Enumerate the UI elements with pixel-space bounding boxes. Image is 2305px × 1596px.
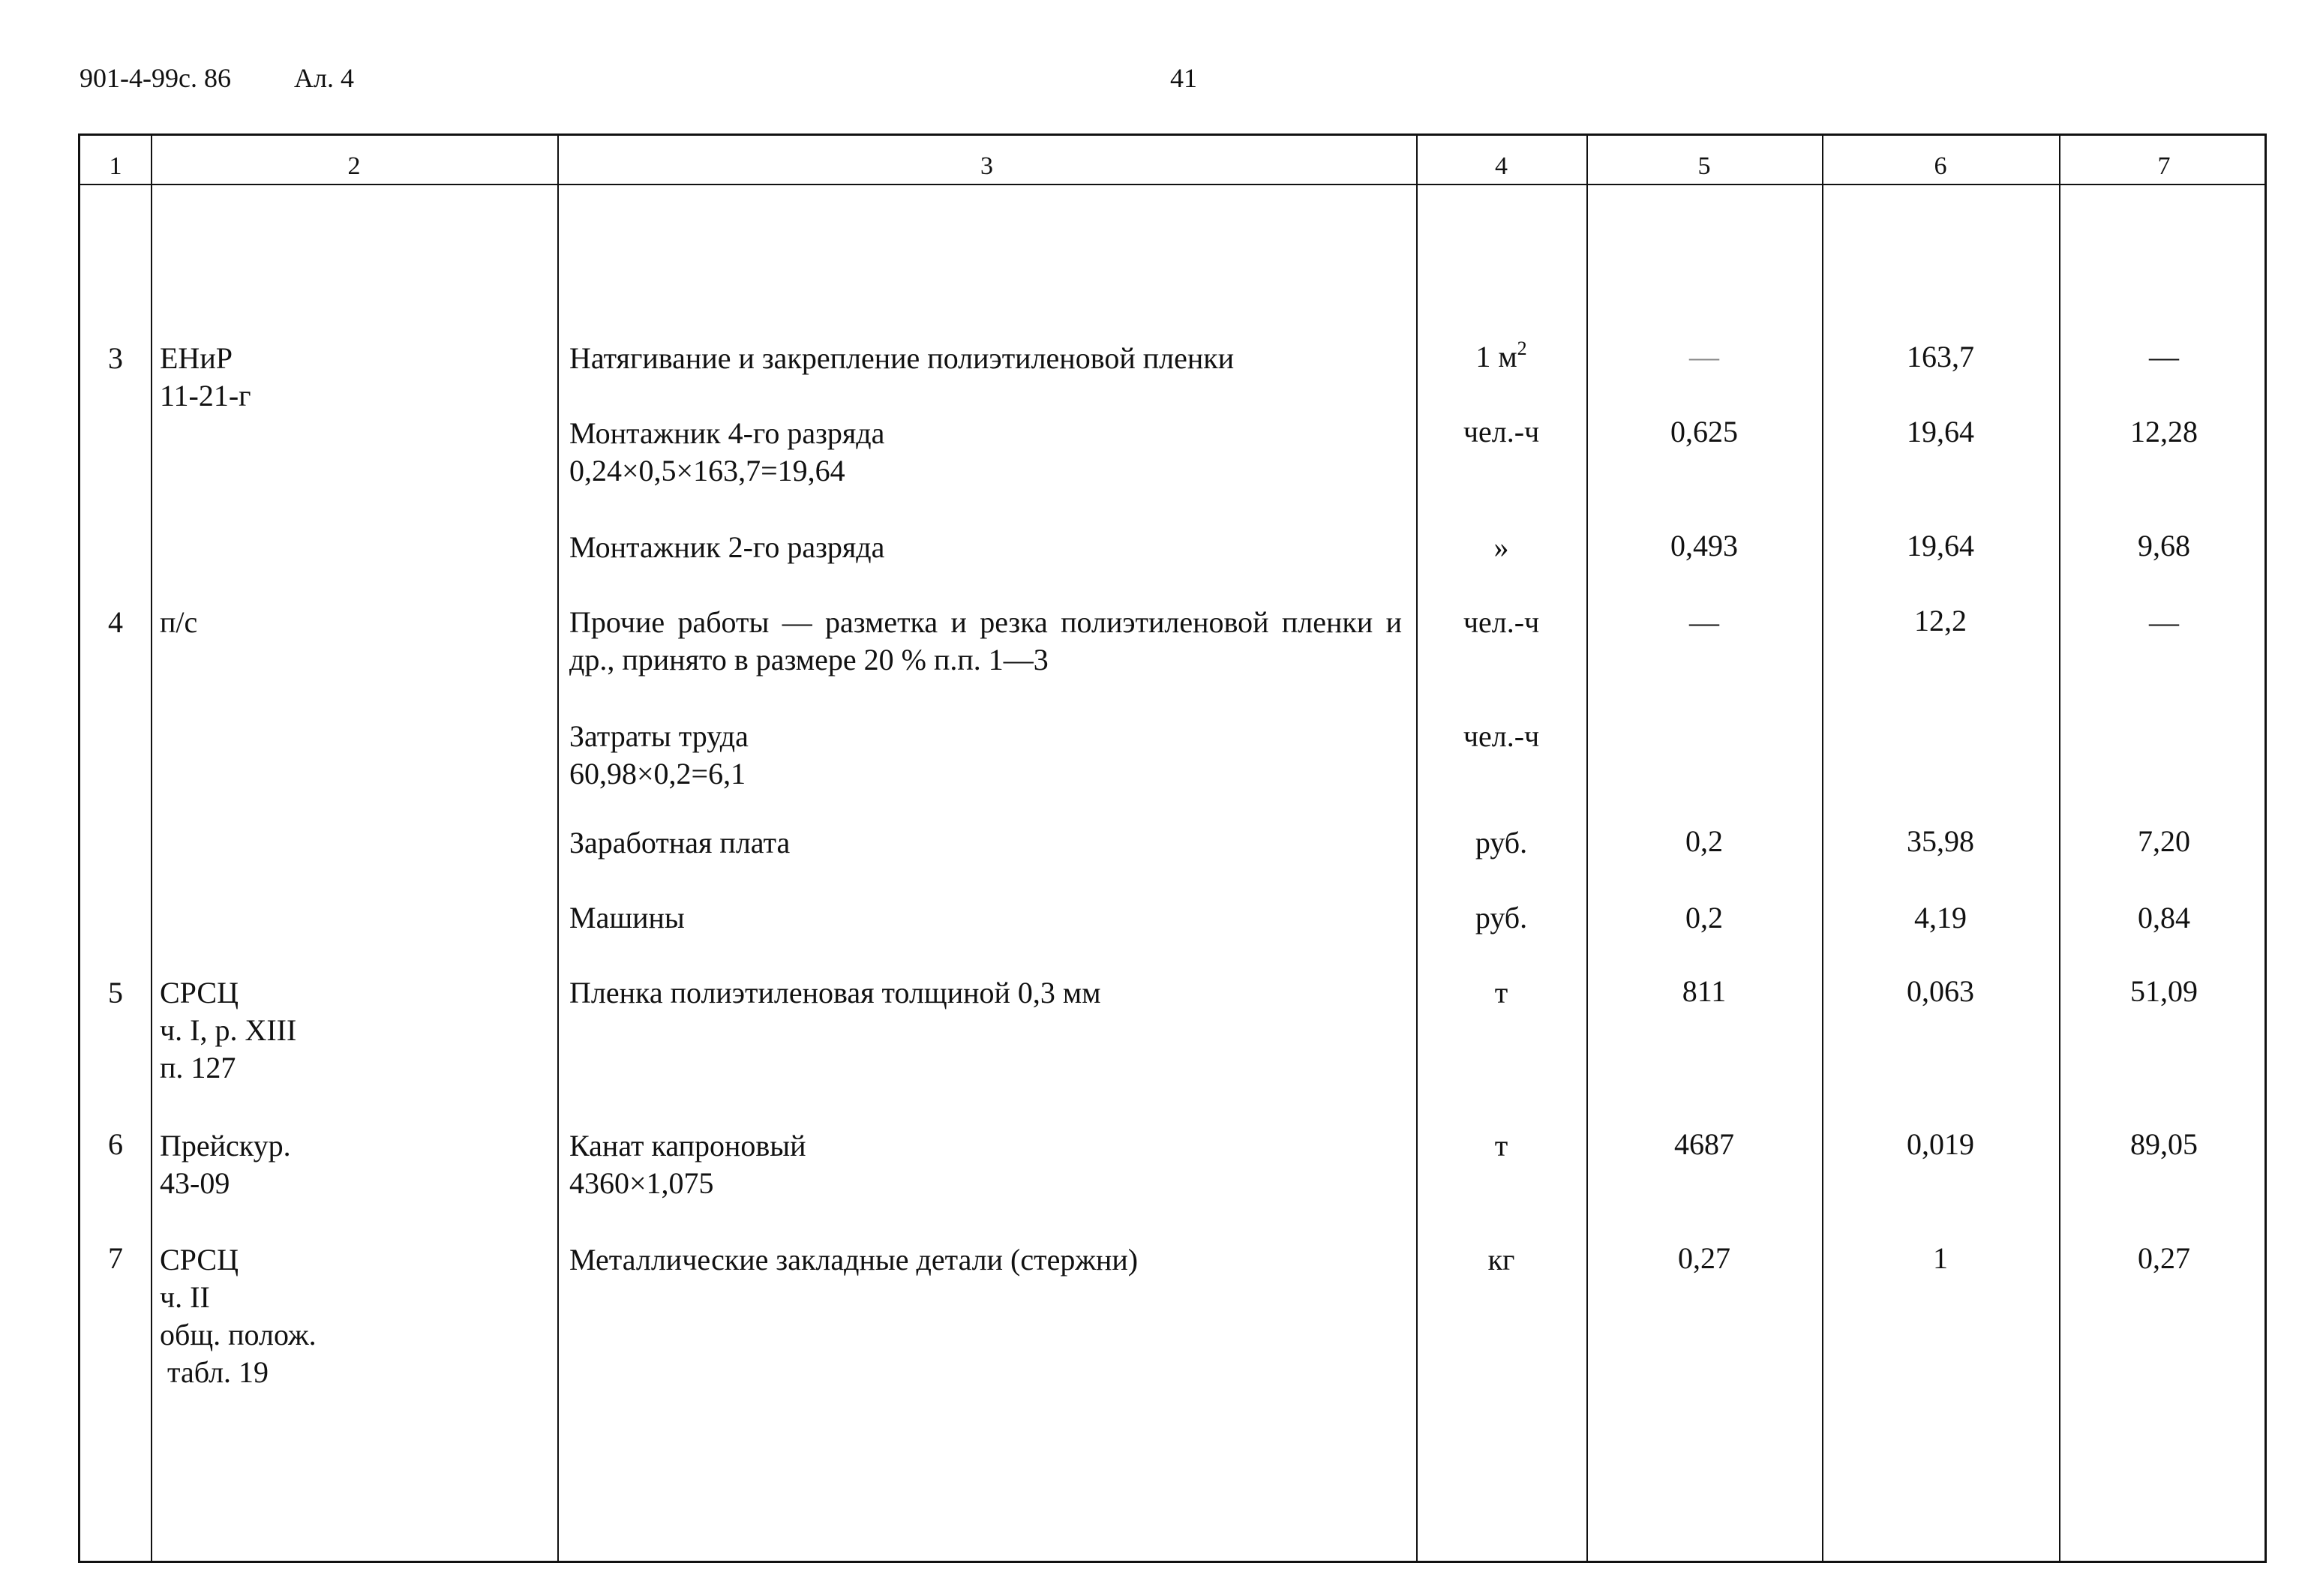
quantity: 19,64 xyxy=(1907,529,1974,562)
unit-rate: 811 xyxy=(1682,974,1727,1008)
work-description: Металлические закладные детали (стержни) xyxy=(569,1243,1139,1276)
row-number: 4 xyxy=(108,605,123,639)
column-number-4: 4 xyxy=(1495,152,1508,180)
document-code: 901-4-99с. 86 xyxy=(80,63,231,93)
work-description: Прочие работы — разметка и резка полиэтиленовой пленки и др., принято в размере 20 % п.п. 1—3 xyxy=(569,605,1402,676)
unit-of-measure: кг xyxy=(1487,1243,1515,1276)
source-reference: п/с xyxy=(160,605,198,639)
column-divider xyxy=(557,136,559,1561)
total-cost: 9,68 xyxy=(2138,529,2190,562)
total-cost: 89,05 xyxy=(2130,1127,2198,1161)
row-number: 5 xyxy=(108,976,123,1010)
column-number-1: 1 xyxy=(109,152,122,180)
unit-rate: 0,625 xyxy=(1670,415,1738,448)
total-cost: — xyxy=(2149,340,2179,374)
row-number: 6 xyxy=(108,1127,123,1161)
column-number-7: 7 xyxy=(2157,152,2171,180)
column-number-2: 2 xyxy=(347,152,361,180)
sheet-label: Ал. 4 xyxy=(294,63,354,93)
work-description: Машины xyxy=(569,901,685,934)
source-reference: СРСЦ ч. II общ. полож. табл. 19 xyxy=(160,1243,317,1389)
unit-of-measure: чел.-ч xyxy=(1463,605,1540,639)
source-reference: СРСЦ ч. I, р. XIII п. 127 xyxy=(160,976,297,1084)
unit-rate: — xyxy=(1689,605,1719,639)
estimate-table xyxy=(78,134,2267,1563)
source-reference: Прейскур. 43-09 xyxy=(160,1129,291,1200)
work-description: Монтажник 2-го разряда xyxy=(569,530,885,564)
source-reference: ЕНиР 11-21-г xyxy=(160,341,251,412)
unit-of-measure: » xyxy=(1493,530,1509,564)
row-number: 3 xyxy=(108,341,123,375)
unit-of-measure: руб. xyxy=(1475,826,1528,860)
unit-rate: 4687 xyxy=(1674,1127,1734,1161)
total-cost: — xyxy=(2149,605,2179,639)
work-description: Пленка полиэтиленовая толщиной 0,3 мм xyxy=(569,976,1101,1010)
work-description: Канат капроновый 4360×1,075 xyxy=(569,1129,806,1200)
column-number-5: 5 xyxy=(1697,152,1711,180)
total-cost: 12,28 xyxy=(2130,415,2198,448)
unit-rate: 0,2 xyxy=(1685,901,1723,934)
unit-of-measure: 1 $м^2$ xyxy=(1475,337,1527,374)
quantity: 4,19 xyxy=(1914,901,1967,934)
row-number: 7 xyxy=(108,1241,123,1275)
unit-of-measure: т xyxy=(1494,976,1508,1010)
header-row-divider xyxy=(80,184,2264,185)
total-cost: 0,27 xyxy=(2138,1241,2190,1275)
quantity: 0,063 xyxy=(1907,974,1974,1008)
unit-of-measure: т xyxy=(1494,1129,1508,1162)
total-cost: 0,84 xyxy=(2138,901,2190,934)
unit-of-measure: чел.-ч xyxy=(1463,719,1540,753)
total-cost: 51,09 xyxy=(2130,974,2198,1008)
quantity: 19,64 xyxy=(1907,415,1974,448)
work-description: Затраты труда 60,98×0,2=6,1 xyxy=(569,719,749,790)
column-number-6: 6 xyxy=(1934,152,1947,180)
work-description: Заработная плата xyxy=(569,826,791,860)
quantity: 12,2 xyxy=(1914,604,1967,638)
work-description: Монтажник 4-го разряда 0,24×0,5×163,7=19,64 xyxy=(569,416,885,488)
column-divider xyxy=(151,136,152,1561)
quantity: 35,98 xyxy=(1907,824,1974,858)
page-number: 41 xyxy=(1170,63,1197,93)
unit-rate: 0,27 xyxy=(1678,1241,1730,1275)
unit-rate: — xyxy=(1689,340,1719,374)
quantity: 0,019 xyxy=(1907,1127,1974,1161)
unit-rate: 0,2 xyxy=(1685,824,1723,858)
work-description: Натягивание и закрепление полиэтиленовой пленки xyxy=(569,341,1235,375)
total-cost: 7,20 xyxy=(2138,824,2190,858)
quantity: 163,7 xyxy=(1907,340,1974,374)
column-number-3: 3 xyxy=(980,152,993,180)
unit-of-measure: чел.-ч xyxy=(1463,415,1540,448)
quantity: 1 xyxy=(1933,1241,1948,1275)
unit-rate: 0,493 xyxy=(1670,529,1738,562)
unit-of-measure: руб. xyxy=(1475,901,1528,934)
